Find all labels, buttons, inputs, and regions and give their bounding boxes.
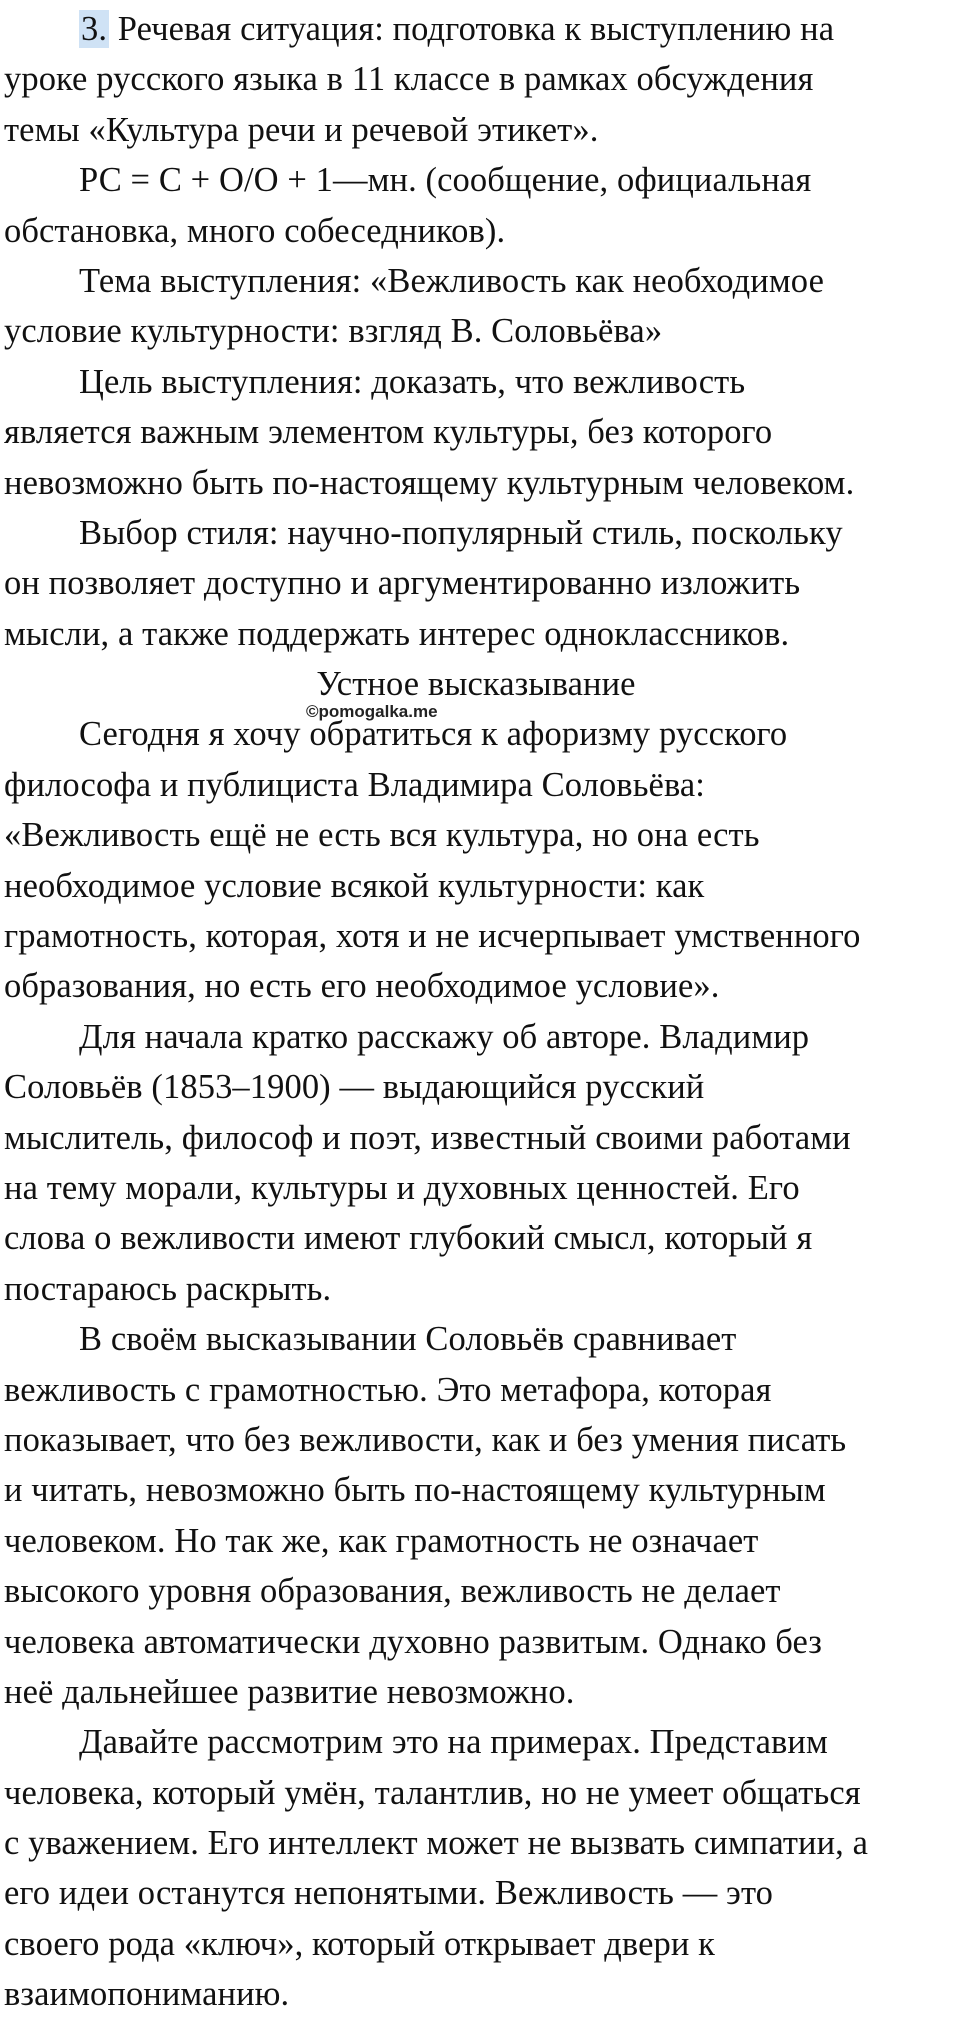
line-text: Выбор стиля: научно-популярный стиль, поскольку: [79, 513, 843, 552]
text-line: [4, 1919, 960, 1969]
text-line: [4, 709, 960, 759]
text-line: [4, 1012, 960, 1062]
text-line: [4, 609, 960, 659]
text-line: [4, 1264, 960, 1314]
document-text: [4, 4, 960, 2020]
line-text: показывает, что без вежливости, как и без умения писать: [4, 1420, 847, 1459]
text-line: [4, 961, 960, 1011]
text-line: [4, 1415, 960, 1465]
text-line: [4, 1365, 960, 1415]
text-line: [4, 508, 960, 558]
watermark: ©pomogalka.me: [306, 702, 438, 721]
line-text: человека автоматически духовно развитым. Однако без: [4, 1622, 823, 1661]
text-line: [4, 105, 960, 155]
line-text: Для начала кратко расскажу об авторе. Владимир: [79, 1017, 810, 1056]
line-text: условие культурности: взгляд В. Соловьёва»: [4, 312, 663, 351]
text-line: [4, 911, 960, 961]
line-text: «Вежливость ещё не есть вся культура, но она есть: [4, 816, 760, 855]
text-line: [4, 54, 960, 104]
line-text: Сегодня я хочу обратиться к афоризму русского: [79, 715, 788, 754]
text-line: [4, 810, 960, 860]
text-line: [4, 1566, 960, 1616]
text-line: [4, 1062, 960, 1112]
line-text: Давайте рассмотрим это на примерах. Представим: [79, 1723, 828, 1762]
text-line: [4, 1113, 960, 1163]
section-heading: [4, 659, 960, 709]
text-line: [4, 206, 960, 256]
item-number: 3.: [81, 10, 108, 48]
text-line: [4, 1717, 960, 1767]
line-text: постараюсь раскрыть.: [4, 1269, 332, 1308]
line-text: Речевая ситуация: подготовка к выступлению на: [109, 10, 835, 48]
text-line: [4, 1163, 960, 1213]
text-line: [4, 558, 960, 608]
text-line: [4, 861, 960, 911]
text-line: [4, 155, 960, 205]
line-text: своего рода «ключ», который открывает двери к: [4, 1924, 716, 1963]
line-text: образования, но есть его необходимое условие».: [4, 967, 720, 1006]
line-text: мысли, а также поддержать интерес одноклассников.: [4, 614, 790, 653]
line-text: уроке русского языка в 11 классе в рамках обсуждения: [4, 60, 814, 99]
line-text: является важным элементом культуры, без которого: [4, 413, 773, 452]
text-line: [4, 1868, 960, 1918]
line-text: человеком. Но так же, как грамотность не означает: [4, 1521, 759, 1560]
text-line: [4, 1617, 960, 1667]
line-text: обстановка, много собеседников).: [4, 211, 506, 250]
text-line: [4, 1516, 960, 1566]
text-line: [4, 1667, 960, 1717]
line-text: его идеи останутся непонятыми. Вежливость — это: [4, 1874, 774, 1913]
line-text: В своём высказывании Соловьёв сравнивает: [79, 1320, 737, 1359]
text-line: [4, 1314, 960, 1364]
line-text: взаимопониманию.: [4, 1975, 290, 2014]
line-text: человека, который умён, талантлив, но не умеет общаться: [4, 1773, 861, 1812]
line-text: невозможно быть по-настоящему культурным человеком.: [4, 463, 855, 502]
text-line: [4, 458, 960, 508]
line-text: Цель выступления: доказать, что вежливость: [79, 362, 746, 401]
line-text: высокого уровня образования, вежливость не делает: [4, 1572, 781, 1611]
line-text: РС = С + О/О + 1—мн. (сообщение, официальная: [79, 161, 812, 200]
line-text: он позволяет доступно и аргументированно изложить: [4, 564, 801, 603]
text-line: [4, 760, 960, 810]
line-text: с уважением. Его интеллект может не вызвать симпатии, а: [4, 1824, 869, 1863]
line-text: темы «Культура речи и речевой этикет».: [4, 110, 599, 149]
line-text: Соловьёв (1853–1900) — выдающийся русский: [4, 1068, 705, 1107]
line-text: вежливость с грамотностью. Это метафора, которая: [4, 1370, 772, 1409]
text-line: [4, 4, 960, 54]
line-text: Устное высказывание: [316, 665, 636, 704]
text-line: [4, 306, 960, 356]
text-line: [4, 357, 960, 407]
line-text: слова о вежливости имеют глубокий смысл, который я: [4, 1219, 813, 1258]
line-text: и читать, невозможно быть по-настоящему культурным: [4, 1471, 826, 1510]
line-text: на тему морали, культуры и духовных ценностей. Его: [4, 1168, 800, 1207]
line-text: мыслитель, философ и поэт, известный своими работами: [4, 1118, 851, 1157]
text-line: [4, 256, 960, 306]
line-text: Тема выступления: «Вежливость как необходимое: [79, 261, 824, 300]
text-line: [4, 1768, 960, 1818]
text-line: [4, 407, 960, 457]
line-text: философа и публициста Владимира Соловьёва:: [4, 765, 705, 804]
text-line: [4, 1213, 960, 1263]
text-line: [4, 1969, 960, 2019]
line-text: грамотность, которая, хотя и не исчерпывает умственного: [4, 917, 861, 956]
text-line: [4, 1818, 960, 1868]
line-text: неё дальнейшее развитие невозможно.: [4, 1672, 575, 1711]
line-text: необходимое условие всякой культурности: как: [4, 866, 705, 905]
text-line: [4, 1465, 960, 1515]
